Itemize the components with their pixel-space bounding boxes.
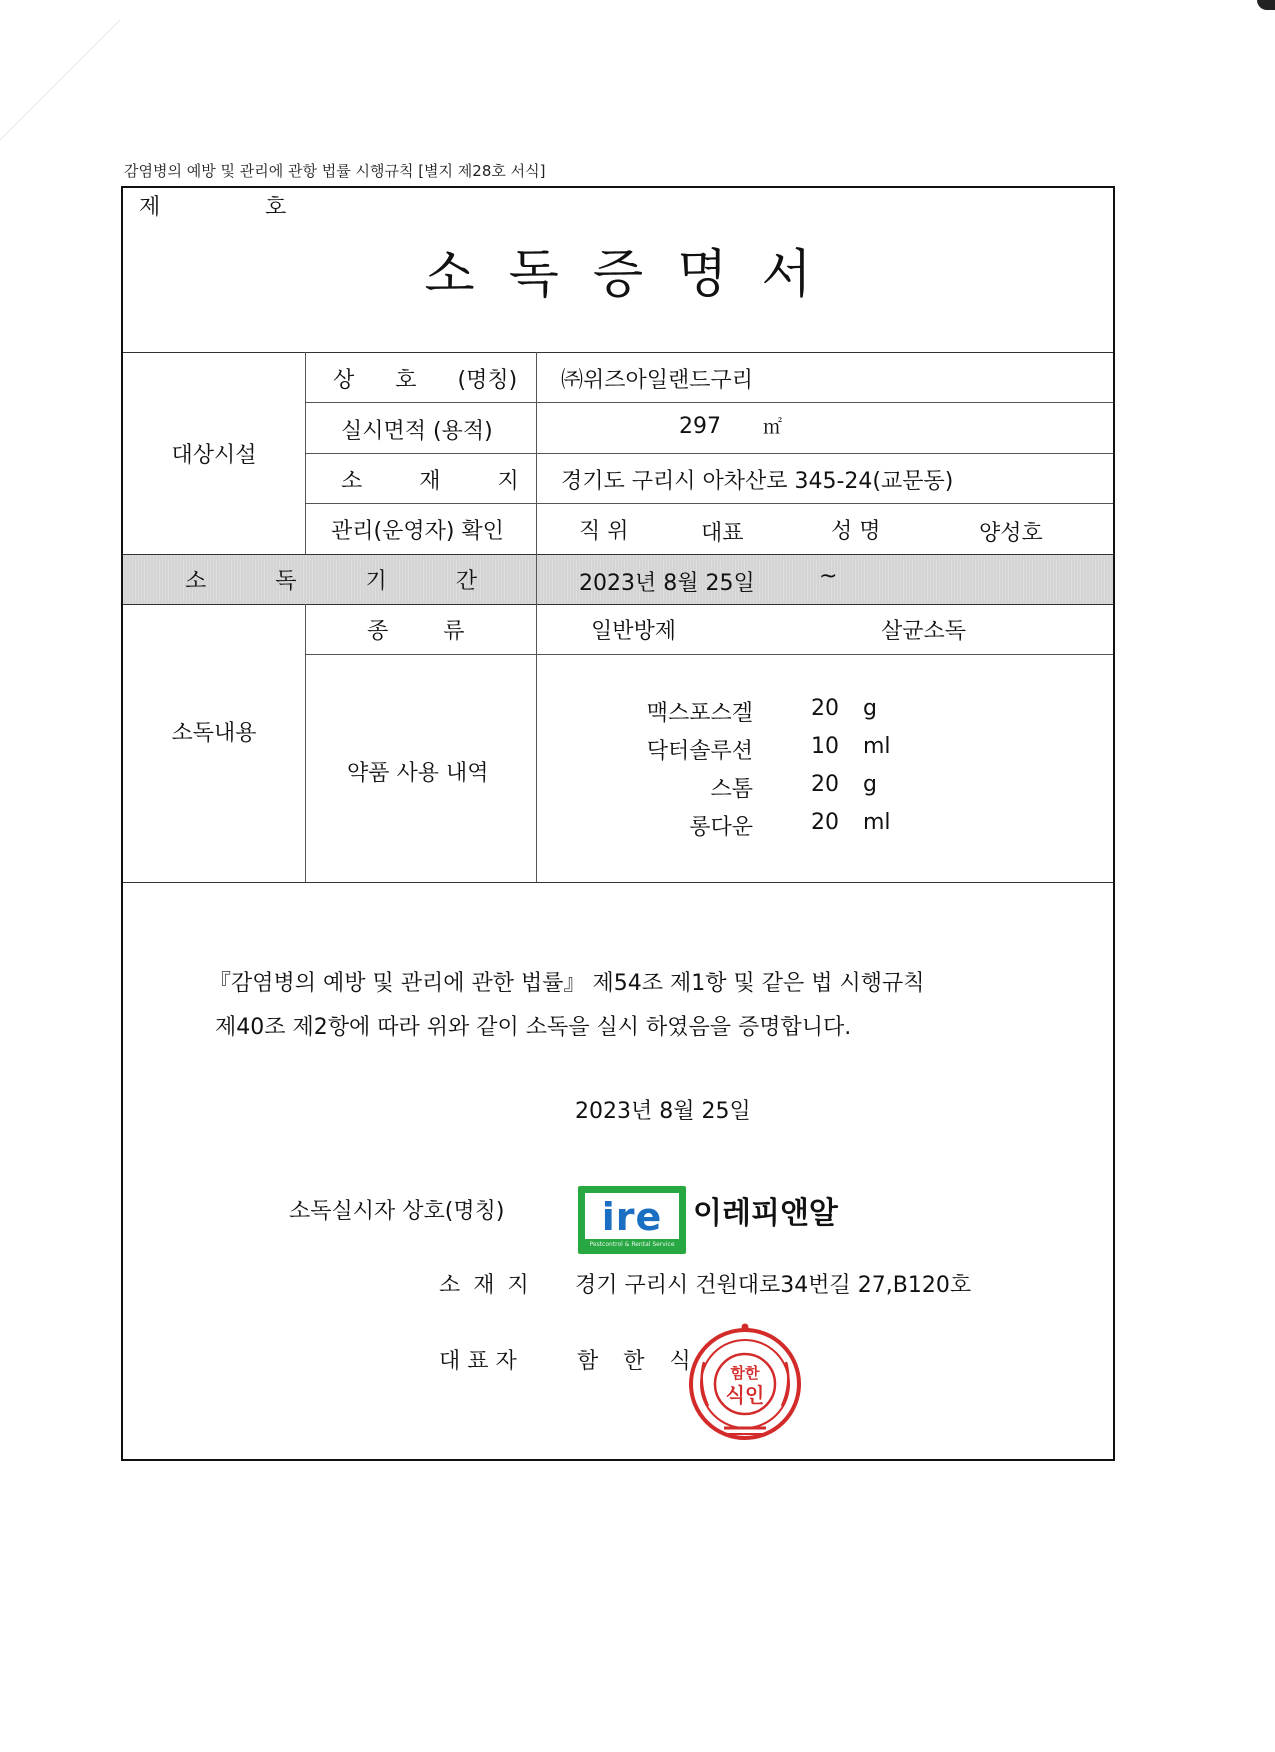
representative-name: 함 한 식 [577,1349,691,1374]
position-value: 대표 [701,521,744,546]
issuer-address-label: 소 재 지 [439,1273,529,1298]
form-caption: 감염병의 예방 및 관리에 관항 법률 시행규칙 [별지 제28호 서식] [124,162,546,180]
period-tilde: ~ [819,564,838,589]
list-item [553,810,973,848]
chemical-unit: ml [863,810,891,835]
seal-text-top: 함한 [730,1364,760,1382]
area-value: 297 [679,414,721,439]
list-item [553,696,973,734]
content-section-label: 소독내용 [171,721,257,746]
chemicals-label: 약품 사용 내역 [347,761,489,786]
manager-name-label: 성 명 [831,519,881,544]
divider [305,654,1113,655]
list-item [553,772,973,810]
business-name-value: ㈜위즈아일랜드구리 [561,368,754,393]
representative-label: 대 표 자 [439,1349,517,1374]
divider [305,604,306,882]
position-label: 직 위 [579,519,629,544]
company-logo [578,1186,686,1254]
seal-text-bottom: 식인 [725,1383,765,1407]
divider [536,604,537,882]
facility-section-label: 대상시설 [171,443,257,468]
location-value: 경기도 구리시 아차산로 345-24(교문동) [561,469,954,494]
divider [123,882,1113,883]
chemical-amount: 20 [811,810,839,835]
location-label: 소 재 지 [341,469,519,494]
business-name-label: 상 호 (명칭) [333,368,518,393]
scan-edge-mark [0,0,120,160]
chemical-unit: ml [863,734,891,759]
period-label: 소 독 기 간 [185,569,477,594]
issuer-company-label: 소독실시자 상호(명칭) [289,1199,505,1224]
logo-subtext: Pestcontrol & Rental Service [589,1241,675,1248]
kind-label: 종 류 [367,619,465,644]
chemical-name: 맥스포스겔 [646,701,753,726]
divider [305,503,1113,504]
manager-confirm-label: 관리(운영자) 확인 [331,519,504,544]
list-item [553,734,973,772]
chemical-list [553,696,973,848]
chemical-amount: 20 [811,772,839,797]
divider [536,554,537,604]
area-label: 실시면적 (용적) [341,419,493,444]
divider [536,352,537,554]
issue-date: 2023년 8월 25일 [575,1099,751,1124]
doc-number-suffix: 호 [265,195,287,220]
chemical-name: 롱다운 [689,815,753,840]
period-value: 2023년 8월 25일 [579,571,755,596]
scan-corner-mark [1257,0,1275,10]
issuer-address-value: 경기 구리시 건원대로34번길 27,B120호 [575,1273,972,1298]
divider [305,352,306,554]
issuer-company-name: 이레피앤알 [693,1196,838,1231]
statement-line-2: 제40조 제2항에 따라 위와 같이 소독을 실시 하였음을 증명합니다. [215,1015,852,1040]
page-title: 소독증명서 [424,245,846,305]
divider [305,453,1113,454]
divider [123,352,1113,353]
company-seal-stamp [684,1322,806,1446]
divider [305,402,1113,403]
doc-number-prefix: 제 [139,195,161,220]
manager-name-value: 양성호 [979,521,1043,546]
chemical-amount: 10 [811,734,839,759]
logo-wordmark: ire [601,1195,663,1239]
chemical-name: 닥터솔루션 [646,739,753,764]
area-unit: ㎡ [763,416,783,438]
chemical-unit: g [863,772,877,797]
chemical-amount: 20 [811,696,839,721]
statement-line-1: 『감염병의 예방 및 관리에 관한 법률』 제54조 제1항 및 같은 법 시행규칙 [209,971,925,996]
kind-value-general: 일반방제 [591,619,677,644]
kind-value-sterilize: 살균소독 [881,619,967,644]
chemical-name: 스톰 [710,777,753,802]
certificate-box [121,186,1115,1461]
divider [123,554,1113,555]
divider [123,604,1113,605]
chemical-unit: g [863,696,877,721]
